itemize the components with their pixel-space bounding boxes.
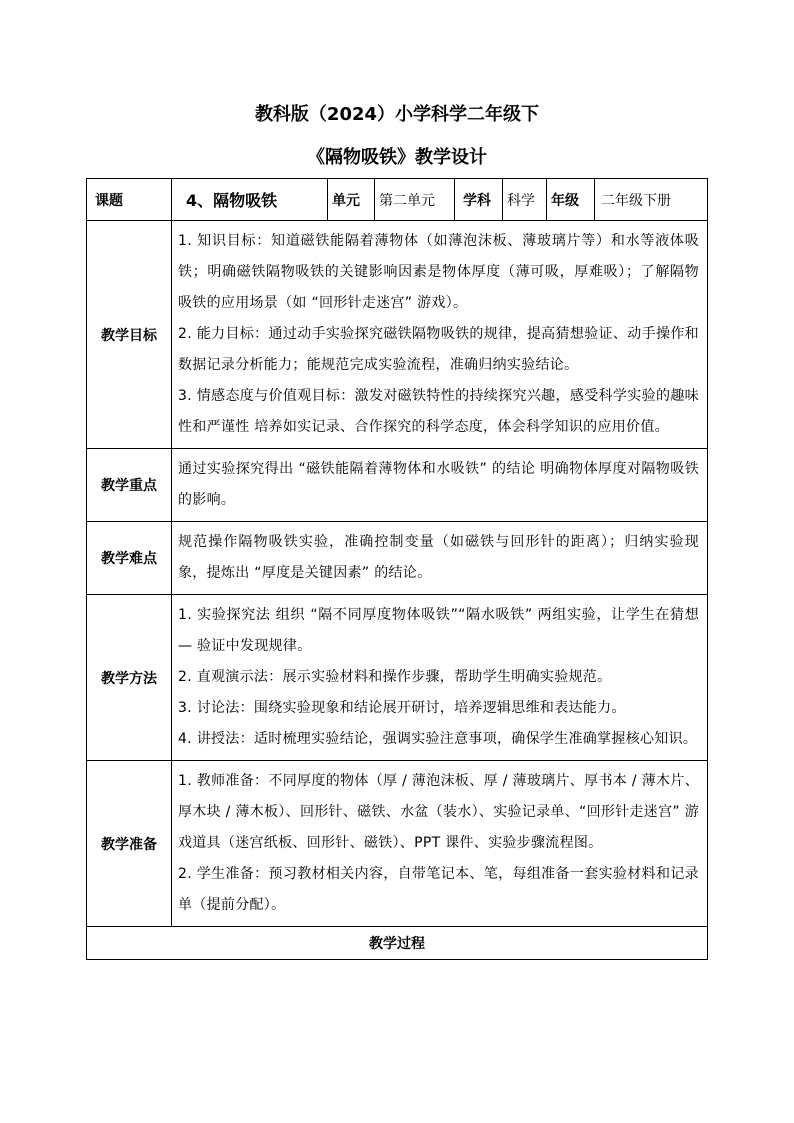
preparation-row — [87, 761, 708, 927]
method-experiment: 1. 实验探究法 组织 “隔不同厚度物体吸铁”“隔水吸铁” 两组实验，让学生在猜想 — 验证中发现规律。 — [178, 607, 699, 654]
difficulties-label: 教学难点 — [87, 522, 172, 595]
subject-label: 学科 — [455, 179, 503, 221]
grade-label: 年级 — [547, 179, 595, 221]
difficulties-text: 规范操作隔物吸铁实验，准确控制变量（如磁铁与回形针的距离）；归纳实验现象，提炼出 “厚度是关键因素” 的结论。 — [178, 534, 699, 581]
document-subtitle: 《隔物吸铁》教学设计 — [307, 147, 487, 168]
goal-knowledge: 1. 知识目标：知道磁铁能隔着薄物体（如薄泡沫板、薄玻璃片等）和水等液体吸铁；明确磁铁隔物吸铁的关键影响因素是物体厚度（薄可吸，厚难吸）；了解隔物吸铁的应用场景（如 “回形针走迷宫” 游戏）。 — [178, 233, 699, 311]
info-row — [87, 179, 708, 221]
unit-label: 单元 — [328, 179, 375, 221]
goal-attitude: 3. 情感态度与价值观目标：激发对磁铁特性的持续探究兴趣，感受科学实验的趣味性和严谨性 培养如实记录、合作探究的科学态度，体会科学知识的应用价值。 — [178, 388, 699, 435]
method-demonstration: 2. 直观演示法：展示实验材料和操作步骤，帮助学生明确实验规范。 — [178, 669, 612, 685]
preparation-content — [172, 761, 708, 927]
unit-value: 第二单元 — [375, 179, 455, 221]
process-heading: 教学过程 — [87, 927, 708, 960]
key-points-content — [172, 449, 708, 522]
method-lecture: 4. 讲授法：适时梳理实验结论，强调实验注意事项，确保学生准确掌握核心知识。 — [178, 731, 698, 747]
method-discussion: 3. 讨论法：围绕实验现象和结论展开研讨，培养逻辑思维和表达能力。 — [178, 700, 626, 716]
difficulties-row — [87, 522, 708, 595]
goals-label: 教学目标 — [87, 221, 172, 449]
process-row — [87, 927, 708, 960]
methods-content — [172, 595, 708, 761]
goals-row — [87, 221, 708, 449]
grade-value: 二年级下册 — [595, 179, 708, 221]
topic-value: 4、隔物吸铁 — [172, 179, 328, 221]
document-title: 教科版（2024）小学科学二年级下 — [254, 104, 540, 125]
lesson-plan-table — [86, 178, 708, 960]
preparation-teacher: 1. 教师准备：不同厚度的物体（厚 / 薄泡沫板、厚 / 薄玻璃片、厚书本 / 薄木片、厚木块 / 薄木板）、回形针、磁铁、水盆（装水）、实验记录单、“回形针走迷宫” 游戏道具（迷宫纸板、回形针、磁铁）、PPT 课件、实验步骤流程图。 — [178, 773, 699, 851]
goal-ability: 2. 能力目标：通过动手实验探究磁铁隔物吸铁的规律，提高猜想验证、动手操作和数据记录分析能力；能规范完成实验流程，准确归纳实验结论。 — [178, 326, 699, 373]
key-points-row — [87, 449, 708, 522]
goals-content — [172, 221, 708, 449]
difficulties-content — [172, 522, 708, 595]
key-points-label: 教学重点 — [87, 449, 172, 522]
subject-value: 科学 — [503, 179, 547, 221]
preparation-label: 教学准备 — [87, 761, 172, 927]
methods-label: 教学方法 — [87, 595, 172, 761]
preparation-student: 2. 学生准备：预习教材相关内容，自带笔记本、笔，每组准备一套实验材料和记录单（提前分配）。 — [178, 866, 699, 913]
methods-row — [87, 595, 708, 761]
topic-label: 课题 — [87, 179, 172, 221]
key-points-text: 通过实验探究得出 “磁铁能隔着薄物体和水吸铁” 的结论 明确物体厚度对隔物吸铁的影响。 — [178, 461, 699, 508]
